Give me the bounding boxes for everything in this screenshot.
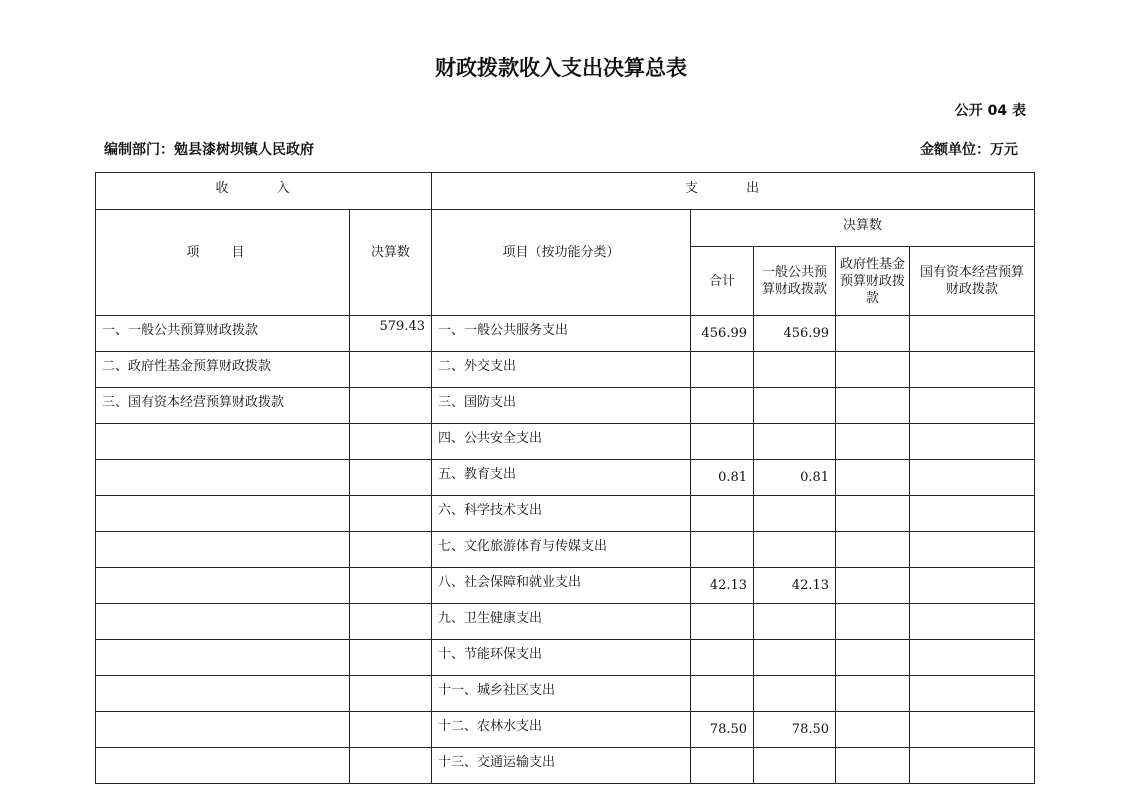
state-capital-header: 国有资本经营预算财政拨款: [910, 247, 1035, 316]
state-value-cell: [910, 460, 1035, 496]
total-value-cell: 456.99: [691, 316, 754, 352]
general-value-cell: [754, 388, 836, 424]
total-value-cell: [691, 424, 754, 460]
total-value-cell: [691, 352, 754, 388]
income-value-cell: [350, 712, 432, 748]
income-item-cell: [96, 568, 350, 604]
income-value-cell: 579.43: [350, 316, 432, 352]
total-value-cell: 78.50: [691, 712, 754, 748]
table-row: [96, 532, 1035, 568]
expense-item-cell: 八、社会保障和就业支出: [432, 568, 691, 604]
total-value-cell: [691, 532, 754, 568]
income-value-cell: [350, 460, 432, 496]
fund-value-cell: [836, 496, 910, 532]
table-row: [96, 460, 1035, 496]
income-item-cell: [96, 496, 350, 532]
income-value-cell: [350, 532, 432, 568]
expense-item-header: 项目（按功能分类）: [432, 210, 691, 316]
general-value-cell: 0.81: [754, 460, 836, 496]
income-item-cell: [96, 748, 350, 784]
expense-item-cell: 十二、农林水支出: [432, 712, 691, 748]
income-item-cell: 三、国有资本经营预算财政拨款: [96, 388, 350, 424]
fund-value-cell: [836, 712, 910, 748]
fund-budget-header: 政府性基金预算财政拨款: [836, 247, 910, 316]
table-row: [96, 316, 1035, 352]
income-item-cell: 一、一般公共预算财政拨款: [96, 316, 350, 352]
table-row: [96, 640, 1035, 676]
general-value-cell: [754, 424, 836, 460]
fund-value-cell: [836, 640, 910, 676]
state-value-cell: [910, 532, 1035, 568]
total-value-cell: [691, 748, 754, 784]
total-value-cell: [691, 640, 754, 676]
state-value-cell: [910, 676, 1035, 712]
income-value-cell: [350, 424, 432, 460]
income-item-cell: [96, 532, 350, 568]
fund-value-cell: [836, 532, 910, 568]
table-row: [96, 496, 1035, 532]
general-budget-header: 一般公共预算财政拨款: [754, 247, 836, 316]
fund-value-cell: [836, 388, 910, 424]
state-value-cell: [910, 604, 1035, 640]
expense-item-cell: 十三、交通运输支出: [432, 748, 691, 784]
expense-item-cell: 七、文化旅游体育与传媒支出: [432, 532, 691, 568]
fund-value-cell: [836, 352, 910, 388]
table-row: [96, 604, 1035, 640]
table-row: [96, 712, 1035, 748]
general-value-cell: 456.99: [754, 316, 836, 352]
general-value-cell: [754, 676, 836, 712]
income-item-cell: [96, 640, 350, 676]
income-value-cell: [350, 568, 432, 604]
state-value-cell: [910, 748, 1035, 784]
table-row: [96, 352, 1035, 388]
fund-value-cell: [836, 748, 910, 784]
total-value-cell: 0.81: [691, 460, 754, 496]
income-value-cell: [350, 604, 432, 640]
income-item-header: 项 目: [96, 210, 350, 316]
general-value-cell: [754, 604, 836, 640]
expense-item-cell: 二、外交支出: [432, 352, 691, 388]
income-value-cell: [350, 676, 432, 712]
state-value-cell: [910, 568, 1035, 604]
general-value-cell: [754, 640, 836, 676]
table-row: [96, 676, 1035, 712]
state-value-cell: [910, 352, 1035, 388]
income-item-cell: [96, 424, 350, 460]
table-row: [96, 568, 1035, 604]
income-header: 收 入: [96, 173, 432, 210]
budget-table: [95, 172, 1035, 784]
general-value-cell: [754, 352, 836, 388]
income-value-cell: [350, 496, 432, 532]
state-value-cell: [910, 640, 1035, 676]
expense-item-cell: 六、科学技术支出: [432, 496, 691, 532]
expense-header: 支 出: [432, 173, 1035, 210]
fund-value-cell: [836, 568, 910, 604]
unit-label: 金额单位：万元: [920, 142, 1018, 158]
total-value-cell: [691, 496, 754, 532]
expense-item-cell: 十一、城乡社区支出: [432, 676, 691, 712]
expense-budget-header: 决算数: [691, 210, 1035, 247]
income-budget-header: 决算数: [350, 210, 432, 316]
expense-item-cell: 九、卫生健康支出: [432, 604, 691, 640]
total-value-cell: [691, 676, 754, 712]
table-row: [96, 748, 1035, 784]
expense-item-cell: 十、节能环保支出: [432, 640, 691, 676]
income-item-cell: 二、政府性基金预算财政拨款: [96, 352, 350, 388]
total-header: 合计: [691, 247, 754, 316]
state-value-cell: [910, 316, 1035, 352]
fund-value-cell: [836, 460, 910, 496]
form-number: 公开 04 表: [954, 103, 1026, 119]
income-item-cell: [96, 604, 350, 640]
income-value-cell: [350, 748, 432, 784]
expense-item-cell: 五、教育支出: [432, 460, 691, 496]
fund-value-cell: [836, 424, 910, 460]
general-value-cell: [754, 496, 836, 532]
state-value-cell: [910, 388, 1035, 424]
expense-item-cell: 三、国防支出: [432, 388, 691, 424]
fund-value-cell: [836, 316, 910, 352]
expense-item-cell: 一、一般公共服务支出: [432, 316, 691, 352]
income-item-cell: [96, 460, 350, 496]
income-item-cell: [96, 712, 350, 748]
table-row: [96, 424, 1035, 460]
total-value-cell: [691, 604, 754, 640]
income-item-cell: [96, 676, 350, 712]
income-value-cell: [350, 640, 432, 676]
page-title: 财政拨款收入支出决算总表: [435, 56, 687, 80]
table-row: [96, 388, 1035, 424]
state-value-cell: [910, 424, 1035, 460]
income-value-cell: [350, 388, 432, 424]
general-value-cell: 78.50: [754, 712, 836, 748]
fund-value-cell: [836, 604, 910, 640]
total-value-cell: [691, 388, 754, 424]
department-label: 编制部门：勉县漆树坝镇人民政府: [104, 142, 314, 158]
total-value-cell: 42.13: [691, 568, 754, 604]
general-value-cell: [754, 748, 836, 784]
income-value-cell: [350, 352, 432, 388]
expense-item-cell: 四、公共安全支出: [432, 424, 691, 460]
general-value-cell: [754, 532, 836, 568]
general-value-cell: 42.13: [754, 568, 836, 604]
state-value-cell: [910, 496, 1035, 532]
state-value-cell: [910, 712, 1035, 748]
fund-value-cell: [836, 676, 910, 712]
